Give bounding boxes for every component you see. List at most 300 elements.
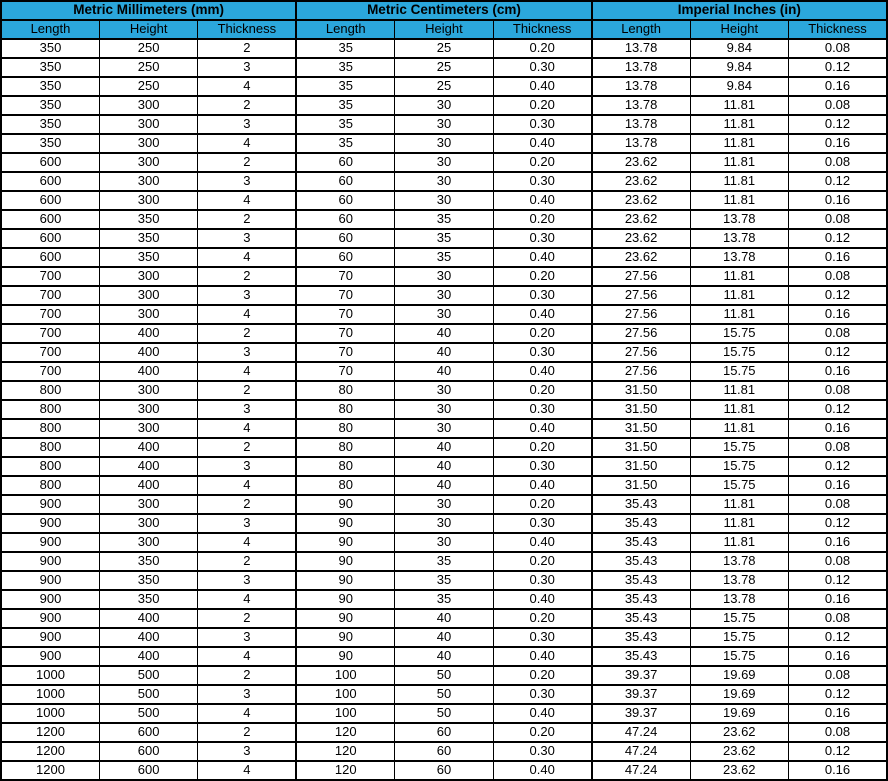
table-cell: 13.78 <box>690 210 788 229</box>
table-cell: 13.78 <box>592 77 690 96</box>
column-header-length-group3: Length <box>592 20 690 39</box>
table-cell: 4 <box>198 362 296 381</box>
table-row <box>1 172 887 191</box>
table-row <box>1 533 887 552</box>
table-cell: 300 <box>99 172 197 191</box>
table-cell: 0.08 <box>789 267 888 286</box>
table-cell: 30 <box>395 96 493 115</box>
table-cell: 90 <box>296 590 394 609</box>
table-cell: 1000 <box>1 685 99 704</box>
table-row <box>1 609 887 628</box>
table-cell: 27.56 <box>592 362 690 381</box>
table-cell: 35.43 <box>592 590 690 609</box>
table-cell: 40 <box>395 609 493 628</box>
table-cell: 0.16 <box>789 191 888 210</box>
table-row <box>1 362 887 381</box>
table-cell: 19.69 <box>690 666 788 685</box>
table-cell: 300 <box>99 286 197 305</box>
table-row <box>1 191 887 210</box>
table-cell: 30 <box>395 267 493 286</box>
table-cell: 0.16 <box>789 476 888 495</box>
table-cell: 0.12 <box>789 685 888 704</box>
column-header-row <box>1 20 887 39</box>
table-cell: 3 <box>198 514 296 533</box>
table-cell: 350 <box>99 248 197 267</box>
table-cell: 0.20 <box>493 267 591 286</box>
table-cell: 700 <box>1 305 99 324</box>
table-cell: 30 <box>395 153 493 172</box>
table-cell: 30 <box>395 514 493 533</box>
table-cell: 600 <box>99 742 197 761</box>
table-cell: 40 <box>395 438 493 457</box>
table-cell: 70 <box>296 362 394 381</box>
table-cell: 15.75 <box>690 609 788 628</box>
table-cell: 900 <box>1 533 99 552</box>
table-cell: 0.40 <box>493 305 591 324</box>
table-cell: 3 <box>198 172 296 191</box>
table-cell: 70 <box>296 267 394 286</box>
table-cell: 30 <box>395 286 493 305</box>
table-cell: 1000 <box>1 666 99 685</box>
table-row <box>1 552 887 571</box>
table-cell: 350 <box>99 552 197 571</box>
table-cell: 600 <box>1 229 99 248</box>
column-header-height-group1: Height <box>99 20 197 39</box>
table-cell: 25 <box>395 39 493 58</box>
table-cell: 0.16 <box>789 248 888 267</box>
table-cell: 90 <box>296 495 394 514</box>
table-row <box>1 704 887 723</box>
table-row <box>1 742 887 761</box>
table-cell: 4 <box>198 134 296 153</box>
table-cell: 100 <box>296 685 394 704</box>
table-cell: 600 <box>99 761 197 780</box>
table-cell: 23.62 <box>592 191 690 210</box>
table-cell: 400 <box>99 647 197 666</box>
table-cell: 0.12 <box>789 286 888 305</box>
table-cell: 4 <box>198 191 296 210</box>
table-cell: 13.78 <box>592 115 690 134</box>
table-cell: 31.50 <box>592 457 690 476</box>
table-cell: 25 <box>395 77 493 96</box>
table-cell: 300 <box>99 514 197 533</box>
table-cell: 0.30 <box>493 400 591 419</box>
table-cell: 35 <box>395 229 493 248</box>
table-cell: 35 <box>296 134 394 153</box>
table-cell: 9.84 <box>690 77 788 96</box>
table-cell: 15.75 <box>690 324 788 343</box>
table-cell: 60 <box>296 248 394 267</box>
table-row <box>1 153 887 172</box>
table-cell: 3 <box>198 343 296 362</box>
table-cell: 400 <box>99 343 197 362</box>
table-cell: 0.30 <box>493 685 591 704</box>
table-cell: 900 <box>1 609 99 628</box>
table-cell: 31.50 <box>592 400 690 419</box>
table-cell: 23.62 <box>690 761 788 780</box>
table-cell: 30 <box>395 305 493 324</box>
table-cell: 0.40 <box>493 704 591 723</box>
table-cell: 27.56 <box>592 324 690 343</box>
table-cell: 300 <box>99 495 197 514</box>
table-row <box>1 419 887 438</box>
group-header-metric-mm: Metric Millimeters (mm) <box>1 1 296 20</box>
table-cell: 300 <box>99 419 197 438</box>
table-cell: 19.69 <box>690 685 788 704</box>
table-row <box>1 96 887 115</box>
table-cell: 350 <box>1 134 99 153</box>
table-cell: 700 <box>1 343 99 362</box>
table-cell: 90 <box>296 533 394 552</box>
table-cell: 40 <box>395 457 493 476</box>
table-cell: 11.81 <box>690 419 788 438</box>
table-cell: 0.30 <box>493 115 591 134</box>
table-cell: 0.40 <box>493 134 591 153</box>
table-cell: 90 <box>296 647 394 666</box>
table-cell: 31.50 <box>592 419 690 438</box>
table-cell: 70 <box>296 324 394 343</box>
table-cell: 900 <box>1 590 99 609</box>
table-cell: 15.75 <box>690 438 788 457</box>
table-cell: 1200 <box>1 742 99 761</box>
table-cell: 600 <box>1 153 99 172</box>
table-cell: 11.81 <box>690 305 788 324</box>
table-cell: 11.81 <box>690 286 788 305</box>
table-row <box>1 324 887 343</box>
table-cell: 60 <box>296 210 394 229</box>
table-cell: 300 <box>99 134 197 153</box>
table-row <box>1 229 887 248</box>
table-cell: 2 <box>198 153 296 172</box>
table-cell: 40 <box>395 324 493 343</box>
table-cell: 40 <box>395 647 493 666</box>
table-cell: 100 <box>296 666 394 685</box>
table-cell: 0.16 <box>789 590 888 609</box>
table-cell: 0.12 <box>789 400 888 419</box>
table-cell: 500 <box>99 685 197 704</box>
table-cell: 600 <box>1 191 99 210</box>
table-cell: 0.20 <box>493 39 591 58</box>
table-cell: 60 <box>296 153 394 172</box>
table-cell: 19.69 <box>690 704 788 723</box>
table-row <box>1 77 887 96</box>
table-cell: 27.56 <box>592 286 690 305</box>
table-cell: 11.81 <box>690 267 788 286</box>
table-cell: 100 <box>296 704 394 723</box>
table-row <box>1 248 887 267</box>
table-cell: 0.20 <box>493 552 591 571</box>
table-cell: 1200 <box>1 723 99 742</box>
table-cell: 11.81 <box>690 381 788 400</box>
table-cell: 500 <box>99 666 197 685</box>
table-cell: 0.08 <box>789 324 888 343</box>
table-cell: 0.16 <box>789 362 888 381</box>
table-cell: 23.62 <box>592 229 690 248</box>
column-header-length-group2: Length <box>296 20 394 39</box>
table-cell: 3 <box>198 742 296 761</box>
table-cell: 400 <box>99 438 197 457</box>
table-cell: 35 <box>296 58 394 77</box>
table-cell: 0.08 <box>789 666 888 685</box>
table-cell: 900 <box>1 647 99 666</box>
table-cell: 0.40 <box>493 761 591 780</box>
table-row <box>1 666 887 685</box>
table-cell: 0.30 <box>493 58 591 77</box>
column-header-thickness-group2: Thickness <box>493 20 591 39</box>
table-body <box>1 39 887 780</box>
table-cell: 60 <box>296 191 394 210</box>
table-row <box>1 590 887 609</box>
table-cell: 0.40 <box>493 533 591 552</box>
table-cell: 3 <box>198 571 296 590</box>
table-cell: 0.30 <box>493 343 591 362</box>
table-cell: 13.78 <box>690 590 788 609</box>
table-cell: 250 <box>99 39 197 58</box>
table-cell: 0.20 <box>493 495 591 514</box>
table-cell: 350 <box>99 229 197 248</box>
table-cell: 700 <box>1 267 99 286</box>
table-cell: 0.20 <box>493 438 591 457</box>
table-header <box>1 1 887 39</box>
table-cell: 300 <box>99 153 197 172</box>
table-cell: 0.16 <box>789 761 888 780</box>
table-cell: 120 <box>296 761 394 780</box>
table-cell: 15.75 <box>690 476 788 495</box>
table-cell: 40 <box>395 476 493 495</box>
table-cell: 13.78 <box>690 229 788 248</box>
table-row <box>1 39 887 58</box>
table-cell: 35 <box>395 552 493 571</box>
table-cell: 39.37 <box>592 685 690 704</box>
table-row <box>1 210 887 229</box>
table-row <box>1 723 887 742</box>
table-cell: 35.43 <box>592 514 690 533</box>
table-cell: 400 <box>99 609 197 628</box>
table-cell: 9.84 <box>690 39 788 58</box>
table-cell: 350 <box>1 77 99 96</box>
table-cell: 400 <box>99 362 197 381</box>
table-cell: 800 <box>1 381 99 400</box>
table-row <box>1 438 887 457</box>
table-cell: 30 <box>395 191 493 210</box>
table-cell: 11.81 <box>690 400 788 419</box>
table-cell: 0.30 <box>493 571 591 590</box>
table-cell: 39.37 <box>592 704 690 723</box>
table-cell: 35 <box>296 39 394 58</box>
table-cell: 500 <box>99 704 197 723</box>
table-cell: 120 <box>296 723 394 742</box>
table-row <box>1 58 887 77</box>
table-cell: 800 <box>1 400 99 419</box>
table-cell: 35.43 <box>592 628 690 647</box>
table-cell: 0.08 <box>789 552 888 571</box>
table-cell: 11.81 <box>690 495 788 514</box>
table-cell: 0.16 <box>789 77 888 96</box>
table-cell: 400 <box>99 457 197 476</box>
table-row <box>1 628 887 647</box>
table-cell: 2 <box>198 723 296 742</box>
table-cell: 300 <box>99 533 197 552</box>
table-cell: 60 <box>296 229 394 248</box>
table-cell: 11.81 <box>690 134 788 153</box>
table-cell: 3 <box>198 457 296 476</box>
table-cell: 23.62 <box>592 172 690 191</box>
table-cell: 80 <box>296 419 394 438</box>
table-cell: 0.08 <box>789 39 888 58</box>
table-cell: 0.08 <box>789 495 888 514</box>
column-header-length-group1: Length <box>1 20 99 39</box>
table-cell: 60 <box>296 172 394 191</box>
table-row <box>1 134 887 153</box>
table-cell: 350 <box>99 210 197 229</box>
table-cell: 4 <box>198 305 296 324</box>
group-header-imperial-in: Imperial Inches (in) <box>592 1 887 20</box>
table-cell: 2 <box>198 210 296 229</box>
table-cell: 25 <box>395 58 493 77</box>
table-cell: 3 <box>198 628 296 647</box>
table-cell: 30 <box>395 381 493 400</box>
table-cell: 900 <box>1 514 99 533</box>
table-cell: 0.12 <box>789 628 888 647</box>
table-cell: 30 <box>395 172 493 191</box>
table-cell: 1000 <box>1 704 99 723</box>
table-cell: 900 <box>1 571 99 590</box>
table-cell: 35 <box>296 77 394 96</box>
table-cell: 31.50 <box>592 438 690 457</box>
table-cell: 70 <box>296 286 394 305</box>
table-row <box>1 571 887 590</box>
table-row <box>1 305 887 324</box>
table-cell: 4 <box>198 476 296 495</box>
table-cell: 30 <box>395 495 493 514</box>
table-cell: 0.12 <box>789 172 888 191</box>
table-cell: 15.75 <box>690 457 788 476</box>
table-cell: 700 <box>1 362 99 381</box>
table-cell: 0.30 <box>493 229 591 248</box>
table-cell: 0.16 <box>789 704 888 723</box>
table-cell: 0.12 <box>789 343 888 362</box>
table-row <box>1 343 887 362</box>
table-cell: 0.40 <box>493 362 591 381</box>
table-cell: 250 <box>99 77 197 96</box>
table-cell: 120 <box>296 742 394 761</box>
table-cell: 11.81 <box>690 191 788 210</box>
table-cell: 0.20 <box>493 96 591 115</box>
table-cell: 300 <box>99 305 197 324</box>
table-cell: 27.56 <box>592 305 690 324</box>
table-cell: 0.20 <box>493 609 591 628</box>
table-row <box>1 476 887 495</box>
table-cell: 2 <box>198 495 296 514</box>
group-header-row <box>1 1 887 20</box>
table-cell: 11.81 <box>690 153 788 172</box>
table-cell: 2 <box>198 96 296 115</box>
table-row <box>1 647 887 666</box>
table-cell: 23.62 <box>690 742 788 761</box>
table-cell: 70 <box>296 343 394 362</box>
table-cell: 400 <box>99 628 197 647</box>
table-cell: 0.08 <box>789 609 888 628</box>
table-cell: 350 <box>1 115 99 134</box>
table-cell: 60 <box>395 742 493 761</box>
table-cell: 250 <box>99 58 197 77</box>
table-cell: 4 <box>198 419 296 438</box>
table-cell: 0.12 <box>789 742 888 761</box>
table-cell: 0.20 <box>493 153 591 172</box>
table-cell: 0.12 <box>789 229 888 248</box>
table-cell: 0.30 <box>493 286 591 305</box>
table-cell: 900 <box>1 495 99 514</box>
table-cell: 30 <box>395 533 493 552</box>
table-cell: 35 <box>296 96 394 115</box>
table-cell: 0.30 <box>493 628 591 647</box>
table-cell: 31.50 <box>592 381 690 400</box>
table-cell: 11.81 <box>690 514 788 533</box>
column-header-height-group3: Height <box>690 20 788 39</box>
table-cell: 350 <box>1 96 99 115</box>
table-cell: 0.08 <box>789 153 888 172</box>
table-cell: 11.81 <box>690 172 788 191</box>
table-row <box>1 685 887 704</box>
table-cell: 0.20 <box>493 210 591 229</box>
table-cell: 0.08 <box>789 381 888 400</box>
table-cell: 11.81 <box>690 533 788 552</box>
table-cell: 300 <box>99 267 197 286</box>
table-row <box>1 286 887 305</box>
table-cell: 4 <box>198 77 296 96</box>
table-cell: 4 <box>198 248 296 267</box>
table-cell: 600 <box>99 723 197 742</box>
table-cell: 11.81 <box>690 115 788 134</box>
table-cell: 35 <box>296 115 394 134</box>
table-cell: 23.62 <box>592 153 690 172</box>
table-cell: 13.78 <box>592 96 690 115</box>
table-cell: 2 <box>198 609 296 628</box>
column-header-thickness-group1: Thickness <box>198 20 296 39</box>
table-cell: 80 <box>296 438 394 457</box>
table-cell: 39.37 <box>592 666 690 685</box>
table-cell: 600 <box>1 210 99 229</box>
table-cell: 13.78 <box>690 248 788 267</box>
table-row <box>1 400 887 419</box>
table-cell: 0.40 <box>493 248 591 267</box>
table-cell: 2 <box>198 438 296 457</box>
table-cell: 3 <box>198 58 296 77</box>
table-cell: 4 <box>198 533 296 552</box>
table-cell: 4 <box>198 704 296 723</box>
table-cell: 0.30 <box>493 514 591 533</box>
table-row <box>1 381 887 400</box>
table-cell: 13.78 <box>690 571 788 590</box>
table-cell: 600 <box>1 172 99 191</box>
table-cell: 0.40 <box>493 647 591 666</box>
table-cell: 0.12 <box>789 514 888 533</box>
table-cell: 900 <box>1 628 99 647</box>
table-cell: 350 <box>99 590 197 609</box>
table-cell: 80 <box>296 476 394 495</box>
table-cell: 300 <box>99 191 197 210</box>
table-cell: 35.43 <box>592 647 690 666</box>
table-cell: 60 <box>395 761 493 780</box>
table-cell: 2 <box>198 381 296 400</box>
table-cell: 0.40 <box>493 476 591 495</box>
table-cell: 0.16 <box>789 419 888 438</box>
table-cell: 700 <box>1 286 99 305</box>
table-cell: 90 <box>296 571 394 590</box>
table-cell: 9.84 <box>690 58 788 77</box>
table-cell: 400 <box>99 476 197 495</box>
table-cell: 0.30 <box>493 457 591 476</box>
